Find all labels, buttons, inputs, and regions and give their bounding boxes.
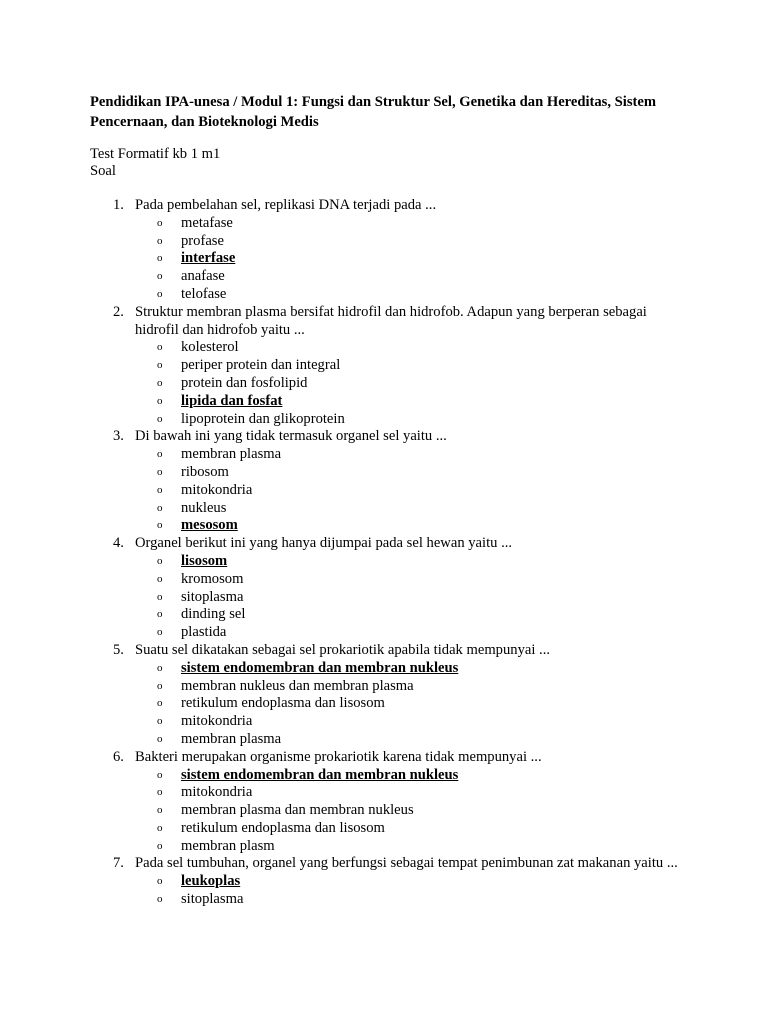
- option-text: membran plasma: [181, 730, 282, 747]
- test-label: Test Formatif kb 1 m1: [90, 146, 221, 162]
- option-text: kromosom: [181, 570, 244, 587]
- correct-option: [0, 250, 678, 268]
- option-item: [0, 838, 678, 856]
- option-item: [0, 375, 678, 393]
- option-list: [135, 873, 678, 909]
- option-text: mitokondria: [181, 784, 253, 801]
- bullet-marker: o: [157, 572, 163, 585]
- option-text: protein dan fosfolipid: [181, 374, 308, 391]
- bullet-marker: o: [157, 661, 163, 674]
- bullet-marker: o: [157, 821, 163, 834]
- correct-option: [0, 393, 678, 411]
- option-text: nukleus: [181, 499, 227, 516]
- option-text: membran plasma dan membran nukleus: [181, 802, 414, 819]
- option-text: mesosom: [181, 517, 238, 534]
- option-text: sitoplasma: [181, 588, 244, 605]
- option-item: [0, 233, 678, 251]
- question-item: [0, 197, 768, 304]
- bullet-marker: o: [157, 483, 163, 496]
- option-item: [0, 464, 678, 482]
- bullet-marker: o: [157, 626, 163, 639]
- option-text: lisosom: [181, 552, 228, 569]
- bullet-marker: o: [157, 804, 163, 817]
- option-item: [0, 500, 678, 518]
- option-item: [0, 891, 678, 909]
- option-text: ribosom: [181, 463, 229, 480]
- question-number: 6.: [113, 748, 124, 765]
- option-text: membran plasma: [181, 446, 282, 463]
- question-number: 2.: [113, 303, 124, 320]
- question-number: 7.: [113, 855, 124, 872]
- bullet-marker: o: [157, 786, 163, 799]
- option-item: [0, 411, 678, 429]
- question-number: 3.: [113, 428, 124, 445]
- option-text: sistem endomembran dan membran nukleus: [181, 766, 459, 783]
- correct-option: [0, 660, 678, 678]
- question-item: [0, 749, 768, 856]
- question-number: 4.: [113, 535, 124, 552]
- question-item: [0, 535, 768, 642]
- option-item: [0, 820, 678, 838]
- option-item: [0, 784, 678, 802]
- bullet-marker: o: [157, 519, 163, 532]
- option-item: [0, 357, 678, 375]
- question-item: [0, 642, 768, 749]
- question-item: [0, 855, 768, 908]
- option-text: sitoplasma: [181, 891, 244, 908]
- correct-option: [0, 873, 678, 891]
- option-item: [0, 215, 678, 233]
- option-item: [0, 446, 678, 464]
- question-text: Pada pembelahan sel, replikasi DNA terjadi pada ...: [135, 197, 437, 213]
- bullet-marker: o: [157, 697, 163, 710]
- question-text: Organel berikut ini yang hanya dijumpai pada sel hewan yaitu ...: [135, 535, 513, 552]
- option-list: [135, 553, 678, 642]
- bullet-marker: o: [157, 341, 163, 354]
- option-text: interfase: [181, 250, 236, 267]
- option-item: [0, 268, 678, 286]
- option-item: [0, 286, 678, 304]
- option-list: [135, 339, 678, 428]
- correct-option: [0, 767, 678, 785]
- question-text: Struktur membran plasma bersifat hidrofil dan hidrofob. Adapun yang berperan sebagai hidrofil dan hidrofob yaitu ...: [135, 303, 647, 338]
- bullet-marker: o: [157, 376, 163, 389]
- bullet-marker: o: [157, 715, 163, 728]
- option-text: anafase: [181, 268, 225, 285]
- bullet-marker: o: [157, 590, 163, 603]
- option-item: [0, 802, 678, 820]
- question-item: [0, 304, 768, 429]
- option-item: [0, 695, 678, 713]
- option-text: plastida: [181, 624, 227, 641]
- option-text: sistem endomembran dan membran nukleus: [181, 659, 459, 676]
- option-item: [0, 606, 678, 624]
- option-item: [0, 713, 678, 731]
- option-text: lipida dan fosfat: [181, 392, 283, 409]
- bullet-marker: o: [157, 501, 163, 514]
- question-text: Bakteri merupakan organisme prokariotik karena tidak mempunyai ...: [135, 748, 542, 765]
- option-text: mitokondria: [181, 713, 253, 730]
- option-text: retikulum endoplasma dan lisosom: [181, 695, 385, 712]
- option-text: membran plasm: [181, 837, 275, 854]
- bullet-marker: o: [157, 465, 163, 478]
- section-label: Soal: [90, 163, 116, 179]
- bullet-marker: o: [157, 608, 163, 621]
- option-text: profase: [181, 232, 224, 249]
- option-item: [0, 482, 678, 500]
- option-item: [0, 624, 678, 642]
- bullet-marker: o: [157, 412, 163, 425]
- option-text: dinding sel: [181, 606, 246, 623]
- document-title: Pendidikan IPA-unesa / Modul 1: Fungsi dan Struktur Sel, Genetika dan Hereditas, Sistem Pencernaan, dan Bioteknologi Medis: [90, 94, 657, 130]
- correct-option: [0, 517, 678, 535]
- question-item: [0, 428, 768, 535]
- question-number: 5.: [113, 641, 124, 658]
- question-text: Pada sel tumbuhan, organel yang berfungsi sebagai tempat penimbunan zat makanan yaitu ...: [135, 855, 678, 872]
- bullet-marker: o: [157, 252, 163, 265]
- bullet-marker: o: [157, 839, 163, 852]
- option-text: telofase: [181, 285, 227, 302]
- bullet-marker: o: [157, 216, 163, 229]
- bullet-marker: o: [157, 359, 163, 372]
- bullet-marker: o: [157, 448, 163, 461]
- bullet-marker: o: [157, 679, 163, 692]
- option-text: metafase: [181, 214, 233, 231]
- question-text: Di bawah ini yang tidak termasuk organel sel yaitu ...: [135, 428, 447, 445]
- bullet-marker: o: [157, 394, 163, 407]
- bullet-marker: o: [157, 554, 163, 567]
- question-text: Suatu sel dikatakan sebagai sel prokariotik apabila tidak mempunyai ...: [135, 641, 550, 658]
- bullet-marker: o: [157, 234, 163, 247]
- option-text: periper protein dan integral: [181, 357, 341, 374]
- correct-option: [0, 553, 678, 571]
- option-item: [0, 731, 678, 749]
- option-item: [0, 589, 678, 607]
- option-list: [135, 660, 678, 749]
- option-text: kolesterol: [181, 339, 239, 356]
- option-list: [135, 767, 678, 856]
- bullet-marker: o: [157, 875, 163, 888]
- option-text: leukoplas: [181, 873, 241, 890]
- bullet-marker: o: [157, 270, 163, 283]
- option-text: membran nukleus dan membran plasma: [181, 677, 414, 694]
- option-item: [0, 339, 678, 357]
- bullet-marker: o: [157, 287, 163, 300]
- bullet-marker: o: [157, 768, 163, 781]
- option-text: mitokondria: [181, 481, 253, 498]
- option-list: [135, 215, 678, 304]
- option-item: [0, 678, 678, 696]
- bullet-marker: o: [157, 732, 163, 745]
- bullet-marker: o: [157, 893, 163, 906]
- option-text: lipoprotein dan glikoprotein: [181, 410, 345, 427]
- option-text: retikulum endoplasma dan lisosom: [181, 819, 385, 836]
- option-list: [135, 446, 678, 535]
- question-list: [0, 197, 768, 909]
- option-item: [0, 571, 678, 589]
- question-number: 1.: [113, 197, 124, 213]
